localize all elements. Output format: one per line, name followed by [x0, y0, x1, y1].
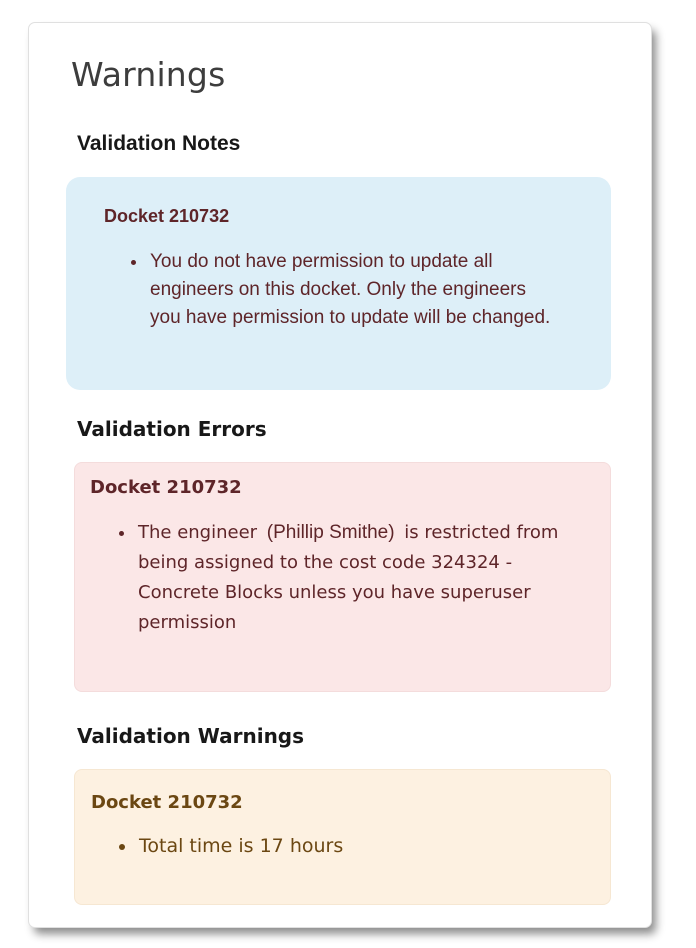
- warning-item: • Total time is 17 hours: [137, 832, 590, 860]
- error-item: [136, 518, 590, 638]
- error-text-prefix: The engineer: [138, 522, 263, 543]
- validation-errors-box: [74, 462, 611, 692]
- validation-notes-heading: Validation Notes: [77, 132, 241, 155]
- section-validation-notes: [74, 131, 611, 390]
- validation-warnings-box: [74, 769, 611, 905]
- notes-bullet-list: [104, 248, 573, 332]
- docket-title: Docket 210732: [104, 206, 230, 226]
- docket-title: Docket 210732: [90, 477, 242, 498]
- validation-notes-box: [66, 177, 611, 390]
- engineer-name: (Phillip Smithe): [266, 522, 395, 543]
- validation-warnings-heading: Validation Warnings: [77, 724, 305, 748]
- section-validation-warnings: [74, 723, 611, 905]
- errors-bullet-list: [90, 518, 590, 638]
- warnings-card: [28, 22, 652, 928]
- validation-errors-heading: Validation Errors: [77, 417, 267, 441]
- docket-title: Docket 210732: [91, 792, 243, 813]
- error-text-suffix: is restricted from being assigned to the cost code 324324 - Concrete Blocks unless you have superuser permission: [138, 522, 559, 633]
- page-title: Warnings: [71, 55, 226, 94]
- note-item: • You do not have permission to update all engineers on this docket. Only the engineers you have permission to update will be changed.: [148, 248, 552, 332]
- section-validation-errors: [74, 416, 611, 692]
- warnings-bullet-list: [91, 832, 590, 860]
